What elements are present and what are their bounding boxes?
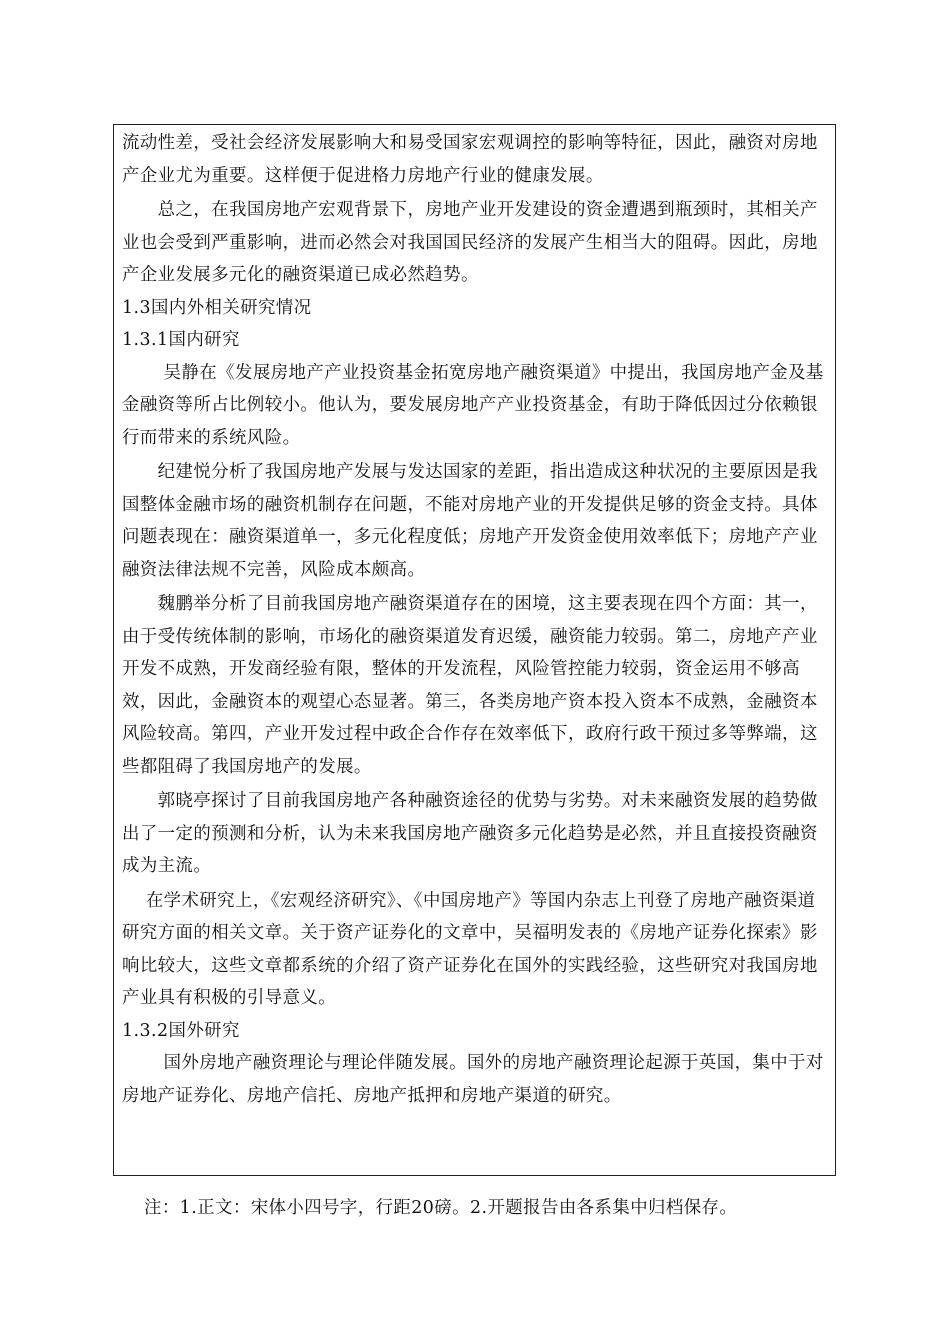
paragraph-foreign-research: 国外房地产融资理论与理论伴随发展。国外的房地产融资理论起源于英国，集中于对房地产证券化、房地产信托、房地产抵押和房地产渠道的研究。	[122, 1053, 824, 1106]
paragraph-summary: 总之，在我国房地产宏观背景下，房地产业开发建设的资金遭遇到瓶颈时，其相关产业也会受到严重影响，进而必然会对我国国民经济的发展产生相当大的阻碍。因此，房地产企业发展多元化的融资渠道已成必然趋势。	[122, 200, 818, 285]
section-heading-1-3: 1.3国内外相关研究情况	[122, 297, 312, 318]
paragraph-academic-research: 在学术研究上，《宏观经济研究》、《中国房地产》等国内杂志上刊登了房地产融资渠道研究方面的相关文章。关于资产证券化的文章中，吴福明发表的《房地产证券化探索》影响比较大，这些文章都系统的介绍了资产证券化在国外的实践经验，这些研究对我国房地产业具有积极的引导意义。	[122, 890, 818, 1008]
report-body	[122, 127, 826, 1112]
section-heading-1-3-2: 1.3.2国外研究	[122, 1020, 240, 1041]
paragraph-guo-xiaoting: 郭晓亭探讨了目前我国房地产各种融资途径的优势与劣势。对未来融资发展的趋势做出了一定的预测和分析，认为未来我国房地产融资多元化趋势是必然，并且直接投资融资成为主流。	[122, 791, 818, 876]
paragraph-wu-jing: 吴静在《发展房地产产业投资基金拓宽房地产融资渠道》中提出，我国房地产金及基金融资等所占比例较小。他认为，要发展房地产产业投资基金，有助于降低因过分依赖银行而带来的系统风险。	[122, 362, 824, 448]
section-heading-1-3-1: 1.3.1国内研究	[122, 330, 240, 350]
paragraph-ji-jianyue: 纪建悦分析了我国房地产发展与发达国家的差距，指出造成这种状况的主要原因是我国整体金融市场的融资机制存在问题，不能对房地产业的开发提供足够的资金支持。具体问题表现在：融资渠道单一，多元化程度低；房地产开发资金使用效率低下；房地产产业融资法律法规不完善，风险成本颇高。	[122, 462, 818, 580]
footnote: 注：1.正文：宋体小四号字，行距20磅。2.开题报告由各系集中归档保存。	[144, 1198, 738, 1218]
paragraph-wei-pengju: 魏鹏举分析了目前我国房地产融资渠道存在的困境，这主要表现在四个方面：其一，由于受传统体制的影响，市场化的融资渠道发育迟缓，融资能力较弱。第二，房地产产业开发不成熟，开发商经验有限，整体的开发流程，风险管控能力较弱，资金运用不够高效，因此，金融资本的观望心态显著。第三，各类房地产资本投入资本不成熟，金融资本风险较高。第四，产业开发过程中政企合作存在效率低下，政府行政干预过多等弊端，这些都阻碍了我国房地产的发展。	[122, 594, 818, 777]
paragraph-liquidity: 流动性差，受社会经济发展影响大和易受国家宏观调控的影响等特征，因此，融资对房地产企业尤为重要。这样便于促进格力房地产行业的健康发展。	[122, 133, 818, 186]
